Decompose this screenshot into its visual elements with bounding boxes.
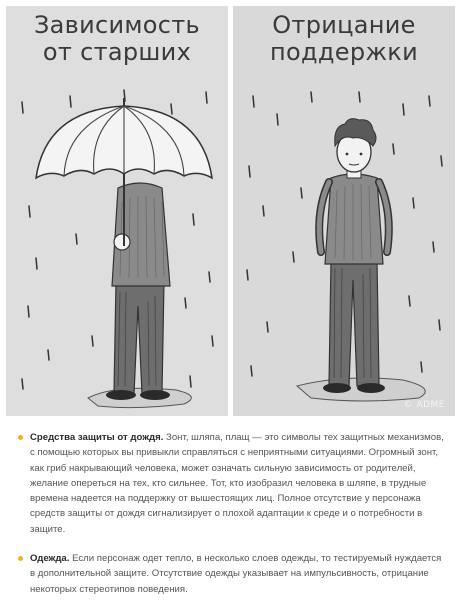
- panel-dependence: [6, 6, 228, 416]
- panel-title: [233, 12, 455, 66]
- list-item-text: Зонт, шляпа, плащ — это символы тех защитных механизмов, с помощью которых вы привыкли справляться с неприятными ситуациями. Огромный зонт, как гриб накрывающий человека, может означать сильную зависимость от родителей, желание опереться на тех, кто сильнее. Тот, кто изобразил человека в шляпе, в трудные времена надеется на поддержку от вышестоящих лиц. Полное отсутствие у персонажа средств защиты от дождя сигнализирует о плохой адаптации к среде и о потребности в защите.: [30, 432, 444, 535]
- panel-title: [6, 12, 228, 66]
- explanation-list: [18, 430, 448, 597]
- list-item-term: Одежда.: [30, 553, 70, 565]
- bullet-icon: [18, 435, 23, 440]
- list-item-text: Если персонаж одет тепло, в несколько слоев одежды, то тестируемый нуждается в дополнительной защите. Отсутствие одежды указывает на импульсивность, отрицание некоторых стереотипов поведения.: [30, 553, 442, 595]
- umbrella-person-drawing: [6, 6, 228, 416]
- panel-denial: [233, 6, 455, 416]
- watermark: © ADME: [403, 400, 445, 410]
- panel-title-line1: Отрицание: [272, 11, 416, 39]
- rain-person-drawing: [233, 6, 455, 416]
- panel-title-line1: Зависимость: [33, 11, 201, 39]
- panel-title-line2: от старших: [42, 38, 192, 66]
- list-item: [18, 551, 448, 597]
- list-item-term: Средства защиты от дождя.: [30, 432, 164, 443]
- panel-title-line2: поддержки: [270, 38, 418, 66]
- bullet-icon: [18, 556, 23, 561]
- illustration: [6, 6, 455, 416]
- list-item: [18, 430, 448, 537]
